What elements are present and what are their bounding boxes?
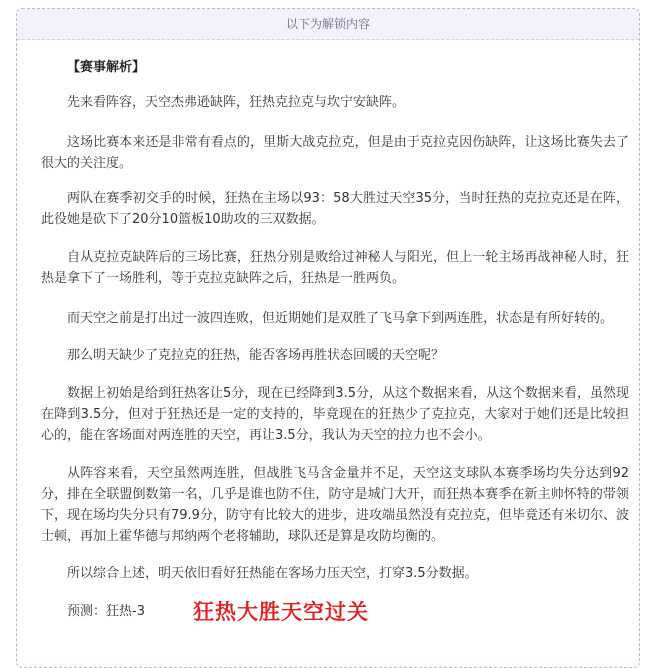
section-heading: 【赛事解析】	[67, 60, 146, 75]
result-stamp: 狂热大胜天空过关	[193, 600, 369, 624]
prediction-text: 预测：狂热-3	[67, 604, 145, 619]
unlock-header: 以下为解锁内容	[17, 9, 639, 40]
paragraph-interest: 这场比赛本来还是非常有看点的，里斯大战克拉克，但是由于克拉克因伤缺阵，让这场比赛失去了很大的关注度。	[41, 135, 629, 171]
paragraph-question: 那么明天缺少了克拉克的狂热，能否客场再胜状态回暖的天空呢？	[67, 348, 445, 363]
paragraph-sky-streak: 而天空之前是打出过一波四连败，但近期她们是双胜了飞马拿下到两连胜，状态是有所好转的。	[67, 311, 614, 326]
paragraph-odds: 数据上初始是给到狂热客让5分，现在已经降到3.5分，从这个数据来看，从这个数据来看，虽然现在降到3.5分，但对于狂热还是一定的支持的，毕竟现在的狂热少了克拉克，大家对于她们还是比较担心的，能在客场面对两连胜的天空，再让3.5分，我认为天空的拉力也不会小。	[41, 386, 629, 443]
paragraph-recent-form: 自从克拉克缺阵后的三场比赛，狂热分别是败给过神秘人与阳光，但上一轮主场再战神秘人时，狂热是拿下了一场胜利，等于克拉克缺阵之后，狂热是一胜两负。	[41, 250, 629, 286]
prediction-line	[41, 601, 629, 622]
paragraph-conclusion: 所以综合上述，明天依旧看好狂热能在客场力压天空，打穿3.5分数据。	[67, 566, 478, 581]
paragraph-analysis: 从阵容来看，天空虽然两连胜，但战胜飞马含金量并不足，天空这支球队本赛季场均失分达到92分，排在全联盟倒数第一名，几乎是谁也防不住，防守是城门大开，而狂热本赛季在新主帅怀特的带领下，现在场均失分只有79.9分，防守有比较大的进步，进攻端虽然没有克拉克，但毕竟还有米切尔、波士顿，再加上霍华德与邦纳两个老将辅助，球队还是算是攻防均衡的。	[41, 466, 629, 544]
paragraph-previous-meeting: 两队在赛季初交手的时候，狂热在主场以93：58大胜过天空35分，当时狂热的克拉克还是在阵，此役她是砍下了20分10篮板10助攻的三双数据。	[41, 191, 629, 227]
paragraph-lineup: 先来看阵容，天空杰弗逊缺阵，狂热克拉克与坎宁安缺阵。	[67, 95, 406, 110]
